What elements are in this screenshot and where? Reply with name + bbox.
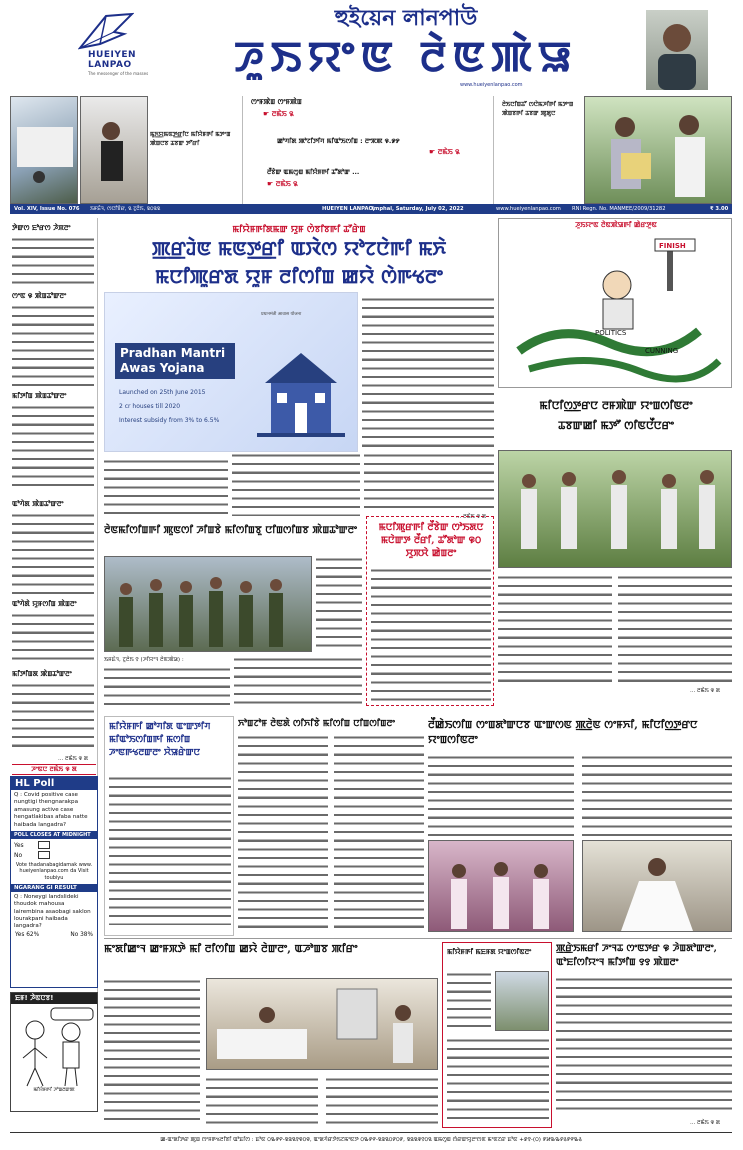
poll-question: Q : Covid positive case nungtigi thengnarakpa amasung active case hengatlakibas afaba natte haibada langadra?: [14, 792, 88, 828]
left-item-4-body: [12, 512, 94, 596]
poll-result-values: [11, 932, 97, 938]
poll-result-no: No 38%: [70, 932, 93, 939]
left-item-5-body: [12, 612, 94, 664]
poll-no-checkbox[interactable]: [38, 851, 50, 859]
logo-bird-icon: [78, 12, 134, 50]
teaser-right-photo: [584, 96, 732, 204]
left-item-2-body: [12, 304, 94, 388]
native-date: ꯏꯝꯐꯥꯜ, ꯁꯅꯤꯕꯥꯔ, ꯲ ꯖꯨꯂꯥꯏ, ꯲꯰꯲꯲: [90, 206, 161, 212]
teaser-left-text: ꯃꯨꯈ꯭ꯌꯃꯟꯇ꯭ꯔꯤꯅ ꯃꯤꯌꯥꯝꯒꯤ ꯃꯇꯦꯡ ꯄꯥꯡꯅꯕ ꯊꯕꯛ ꯇꯧꯔꯤ: [150, 131, 231, 147]
cartoon-word-finish: FINISH: [659, 242, 686, 250]
footer-rule: [10, 1132, 732, 1133]
logo-tagline: The messenger of the masses: [88, 71, 149, 76]
teaser-left-photo-2: [80, 96, 148, 204]
cartoon-word-cunning: CUNNING: [645, 347, 679, 355]
left-column: [10, 218, 98, 1093]
inspection-continued[interactable]: ... ꯂꯃꯥꯏ ꯶ ꯗ: [690, 688, 721, 694]
masthead-portrait-photo: [646, 10, 708, 90]
footer-contact: ꯀ-ꯑꯦꯗꯤꯇꯔ ꯄꯨꯡ ꯁꯦꯝꯒꯠꯂꯤꯕꯤ ꯑꯣꯐꯤꯁ : ꯐꯣꯟ ꯰꯳꯸꯵-꯲꯲꯲꯱꯶꯰꯶, ꯑꯦꯗꯚꯥꯔꯇꯥꯏꯖꯃꯦꯟꯇ ꯰꯳꯸꯵-꯲꯲꯲꯰꯸꯰꯸, ꯲꯲꯲꯶꯱꯰꯲ ꯑꯃꯁꯨꯡ ꯁꯥꯔꯛꯌꯨꯂꯦꯁꯟ ꯃꯦꯟꯖꯔ ꯐꯣꯟ +꯹꯱-(꯰) ꯸꯷꯳꯳꯸꯴꯸꯵꯳꯴: [160, 1137, 582, 1143]
left-item-3-head: ꯃꯤꯇꯤꯡ ꯄꯥꯡꯊꯣꯛꯂꯦ: [12, 392, 67, 400]
price: ₹ 3.00: [710, 206, 729, 212]
bottom-article-6-continued[interactable]: ... ꯂꯃꯥꯏ ꯶ ꯗ: [690, 1120, 721, 1126]
bottom-article-6-head: ꯄ꯭ꯔꯥꯏꯃꯔꯤ ꯍꯦꯜꯊ ꯁꯦꯟꯇꯔ ꯶ ꯍꯥꯡꯗꯣꯛꯂꯦ, ꯑꯣꯐꯤꯁꯤꯌꯦꯜ ꯃꯤꯇꯤꯡ ꯱꯱ ꯄꯥꯡꯂꯦ: [556, 943, 717, 968]
comic-caption: ꯃꯤꯌꯥꯝꯒꯤ ꯍꯣꯡꯂꯛꯄ: [33, 1087, 75, 1093]
lead-body-1: [104, 458, 228, 516]
army-body-1: [104, 666, 230, 706]
section-divider: [104, 938, 732, 939]
pmay-point-3: Interest subsidy from 3% to 6.5%: [119, 417, 220, 424]
place-date: Imphal, Saturday, July 02, 2022: [372, 206, 464, 212]
bottom-article-2: [238, 716, 424, 936]
lead-headline-2: ꯃꯅꯤꯄꯨꯔꯗ ꯌꯨꯝ ꯂꯤꯁꯤꯡ ꯀꯌꯥ ꯁꯥꯒꯠꯂꯦ: [155, 266, 443, 288]
bottom-article-4-body-b: [206, 1076, 318, 1124]
bottom-article-1-body: [109, 775, 231, 925]
dateline-site[interactable]: www.hueiyenlanpao.com: [496, 206, 561, 212]
left-item-6-head: ꯃꯤꯇꯤꯡꯗ ꯄꯥꯡꯊꯣꯛꯂꯦ: [12, 670, 72, 678]
house-icon: [251, 333, 351, 443]
bottom-article-2-head: ꯈꯣꯡꯖꯣꯝ ꯂꯥꯟꯗꯥ ꯁꯤꯈꯤꯕꯥ ꯃꯤꯁꯤꯡ ꯅꯤꯡꯁꯤꯡꯂꯦ: [238, 719, 395, 729]
dateline-bar: [10, 204, 732, 214]
army-dateline: ꯏꯝꯐꯥꯜ, ꯖꯨꯂꯥꯏ ꯱ (ꯍꯤꯌꯦꯜ ꯂꯥꯟꯄꯥꯎ) :: [104, 657, 184, 663]
bottom-article-4-body-a: [104, 978, 200, 1124]
red-box-story: [366, 516, 494, 706]
bottom-article-4-photo: [206, 978, 438, 1070]
bottom-article-3-photo-1: [428, 840, 574, 932]
hl-poll: [10, 776, 98, 988]
highlight-box: [442, 942, 552, 1128]
bottom-article-4-body-c: [326, 1076, 438, 1124]
inspection-body-2: [618, 574, 732, 684]
poll-result-question: Q : Noneygi landslideki thoudok mahousa lairembina asaobagi saklon lourakpani haibada langadra?: [14, 894, 91, 930]
poll-no-label: No: [14, 851, 23, 859]
lead-body-right: [362, 296, 494, 452]
bottom-article-3-body-b: [582, 754, 732, 836]
poll-result-yes: Yes 62%: [15, 932, 40, 939]
left-column-more[interactable]: ꯍꯦꯟꯅ ꯂꯃꯥꯏ ꯶ ꯗ: [12, 764, 96, 775]
army-headline: ꯂꯥꯟꯃꯤꯁꯤꯡꯒꯤ ꯄꯨꯟꯁꯤ ꯍꯤꯡꯕꯥ ꯃꯤꯁꯤꯡꯕꯨ ꯅꯤꯡꯁꯤꯡꯕ ꯄꯥꯡꯊꯣꯛꯂꯦ: [104, 525, 358, 536]
comic-drawing: [11, 1004, 97, 1094]
teaser-label: ꯁꯦꯝꯄꯥꯡ ꯁꯦꯝꯄꯥꯡ: [251, 98, 302, 106]
pmay-point-1: Launched on 25th June 2015: [119, 389, 206, 396]
volume-issue: Vol. XIV, Issue No. 076: [14, 206, 80, 212]
bottom-article-2-body-a: [238, 734, 328, 932]
army-photo: [104, 556, 312, 652]
poll-yes-label: Yes: [14, 841, 24, 849]
cartoon-panel: [498, 218, 732, 388]
pmay-title: Pradhan Mantri Awas Yojana: [115, 343, 235, 379]
pmay-logo-text: प्रधानमंत्री आवास योजना: [261, 312, 302, 317]
paper-name: HUEIYEN LANPAO,: [322, 206, 375, 212]
website-url[interactable]: www.hueiyenlanpao.com: [460, 82, 523, 88]
cartoon-word-politics: POLITICS: [595, 329, 627, 337]
highlight-box-photo: [495, 971, 549, 1031]
bottom-article-4-head: ꯃꯦꯗꯤꯀꯦꯜ ꯀꯦꯝꯞꯇꯥ ꯃꯤ ꯂꯤꯁꯤꯡ ꯀꯌꯥ ꯂꯥꯛꯂꯦ, ꯑꯍꯣꯡꯕ ꯄꯤꯔꯦ: [104, 943, 358, 955]
bottom-article-3-body-a: [428, 754, 574, 836]
army-body-2: [234, 656, 362, 706]
bottom-article-2-body-b: [334, 734, 424, 932]
red-box-body: [371, 567, 491, 701]
masthead: [0, 0, 743, 92]
bottom-article-6-body: [556, 976, 732, 1116]
inspection-photo: [498, 450, 732, 568]
pmay-graphic: [104, 292, 358, 452]
poll-vote-text[interactable]: Vote thadanabagidamak www. hueiyenlanpao.com da Visit toubiyu: [15, 862, 93, 881]
rni-number: RNI Regn. No. MANMEE/2009/31282: [572, 206, 666, 212]
inspection-body-1: [498, 574, 612, 684]
cartoon-drawing: [499, 231, 733, 387]
poll-closes: POLL CLOSES AT MIDNIGHT: [11, 831, 97, 839]
bottom-article-3: [428, 716, 732, 936]
bottom-article-4: [104, 942, 438, 1128]
bottom-article-1-head: ꯃꯤꯌꯥꯝꯒꯤ ꯀꯣꯚꯤꯗ ꯑꯦꯛꯇꯤꯚ ꯃꯤꯑꯣꯏꯁꯤꯡꯒꯤ ꯃꯁꯤꯡ ꯍꯦꯟꯒꯠꯂꯛꯂꯦ ꯆꯥꯎꯔꯥꯛꯅ: [109, 722, 211, 758]
lead-body-2: [232, 452, 360, 516]
left-item-5-head: ꯑꯣꯚꯥꯗꯥ ꯌꯨꯝꯁꯤꯡ ꯄꯥꯡꯂꯦ: [12, 600, 77, 608]
logo-text: HUEIYEN LANPAO: [88, 50, 137, 70]
highlight-box-body-a: [447, 971, 491, 1031]
highlight-box-body-b: [447, 1037, 549, 1123]
masthead-bengali-title: হুইয়েন লানপাউ: [334, 5, 478, 31]
teaser-ref-bot[interactable]: ☛ ꯂꯃꯥꯏ ꯲: [267, 180, 298, 188]
lead-kicker: ꯃꯤꯌꯥꯝꯒꯤꯗꯃꯛ ꯌꯨꯝ ꯁꯥꯕꯤꯕꯒꯤ ꯊꯧꯔꯥꯡ: [232, 225, 366, 235]
teaser-ref-top[interactable]: ☛ ꯂꯃꯥꯏ ꯲: [263, 110, 294, 118]
comic-title: ꯐꯝ! ꯍꯥꯟꯅꯕ!: [11, 993, 97, 1004]
poll-yes-row[interactable]: [11, 839, 97, 851]
teaser-line-mid: ꯀꯣꯚꯤꯗ ꯄꯣꯖꯤꯇꯤꯚ ꯃꯤꯑꯣꯏꯁꯤꯡ : ꯂꯦꯞꯄ ꯶.꯹꯸: [277, 137, 400, 145]
bottom-article-3-head: ꯂꯩꯀꯥꯏꯁꯤꯡ ꯁꯦꯡꯗꯣꯛꯅꯕ ꯑꯦꯛꯁꯟ ꯄ꯭ꯂꯥꯟ ꯁꯦꯝꯈꯤ, ꯃꯤꯅꯤꯁ꯭ꯇꯔꯅ ꯌꯦꯡꯁꯤꯟꯂꯦ: [428, 719, 698, 746]
teaser-line-bot: ꯂꯩꯕꯥꯛ ꯑꯃꯁꯨꯡ ꯃꯤꯌꯥꯝꯒꯤ ꯊꯧꯗꯣꯛ ...: [267, 168, 360, 176]
lead-body-3: [364, 452, 494, 512]
inspection-headline-1: ꯃꯤꯅꯤꯁ꯭ꯇꯔꯅ ꯂꯝꯄꯥꯛ ꯌꯦꯡꯁꯤꯟꯂꯦ: [539, 399, 693, 412]
left-item-1-head: ꯇꯥꯛꯁ ꯐꯣꯔꯁ ꯍꯥꯞꯂꯦ: [12, 224, 71, 232]
teaser-ref-mid[interactable]: ☛ ꯂꯃꯥꯏ ꯲: [429, 148, 460, 156]
teaser-left-photo: [10, 96, 78, 204]
left-item-3-body: [12, 404, 94, 488]
teaser-box: [242, 96, 494, 204]
poll-no-row[interactable]: [11, 851, 97, 861]
left-item-2-head: ꯁꯦꯟ ꯶ ꯄꯥꯡꯊꯣꯛꯂꯦ: [12, 292, 67, 300]
cartoon-label: ꯍꯨꯏꯌꯦꯟ ꯂꯥꯟꯄꯥꯎꯒꯤ ꯀꯥꯔꯇꯨꯟ: [575, 221, 657, 229]
left-item-4-head: ꯑꯣꯚꯥꯗ ꯄꯥꯡꯊꯣꯛꯂꯦ: [12, 500, 64, 508]
poll-yes-checkbox[interactable]: [38, 841, 50, 849]
teaser-right-text: ꯂꯥꯏꯅꯤꯡꯊꯧ ꯁꯅꯥꯃꯍꯤꯒꯤ ꯃꯇꯦꯡ ꯄꯥꯡꯕꯒꯤ ꯊꯕꯛ ꯄꯨꯗꯨꯅ: [502, 101, 574, 117]
left-item-6-body: [12, 682, 94, 750]
highlight-box-head: ꯃꯤꯌꯥꯝꯒꯤ ꯃꯐꯝꯗ ꯌꯦꯡꯁꯤꯟꯂꯦ: [447, 948, 532, 956]
comic-strip: [10, 992, 98, 1112]
bottom-article-6: [556, 942, 732, 1128]
lead-headline-1: ꯄ꯭ꯔꯙꯥꯟ ꯃꯟꯇ꯭ꯔꯤ ꯑꯋꯥꯁ ꯌꯣꯖꯅꯥꯒꯤ ꯃꯈꯥ: [151, 238, 447, 260]
lead-continued[interactable]: ... ꯂꯃꯥꯏ ꯶ ꯗ: [456, 514, 487, 520]
army-body-side: [316, 556, 362, 652]
poll-result-title: NGARANG GI RESULT: [11, 884, 97, 892]
bottom-article-3-photo-2: [582, 840, 732, 932]
left-column-continued: ... ꯂꯃꯥꯏ ꯶ ꯗ: [58, 756, 89, 762]
red-box-headline: ꯃꯅꯤꯄꯨꯔꯒꯤ ꯂꯩꯕꯥꯛ ꯁꯣꯏꯗꯅ ꯃꯅꯥꯛꯇ ꯂꯩꯔꯤ, ꯊꯧꯗꯣꯛ ꯶꯰ ꯆꯨꯞꯆꯥ ꯀꯥꯡꯂꯦ: [378, 522, 484, 559]
left-item-1-body: [12, 236, 94, 288]
poll-title: HL Poll: [11, 777, 97, 790]
pmay-point-2: 2 cr houses till 2020: [119, 403, 181, 410]
bottom-article-1: [104, 716, 234, 936]
masthead-meitei-title: ꯍꯨꯏꯌꯦꯟ ꯂꯥꯟꯄꯥꯎ: [234, 32, 578, 81]
inspection-headline-2: ꯊꯕꯛꯀꯤ ꯃꯇꯧ ꯁꯤꯟꯅꯩꯅꯔꯦ: [558, 419, 674, 432]
